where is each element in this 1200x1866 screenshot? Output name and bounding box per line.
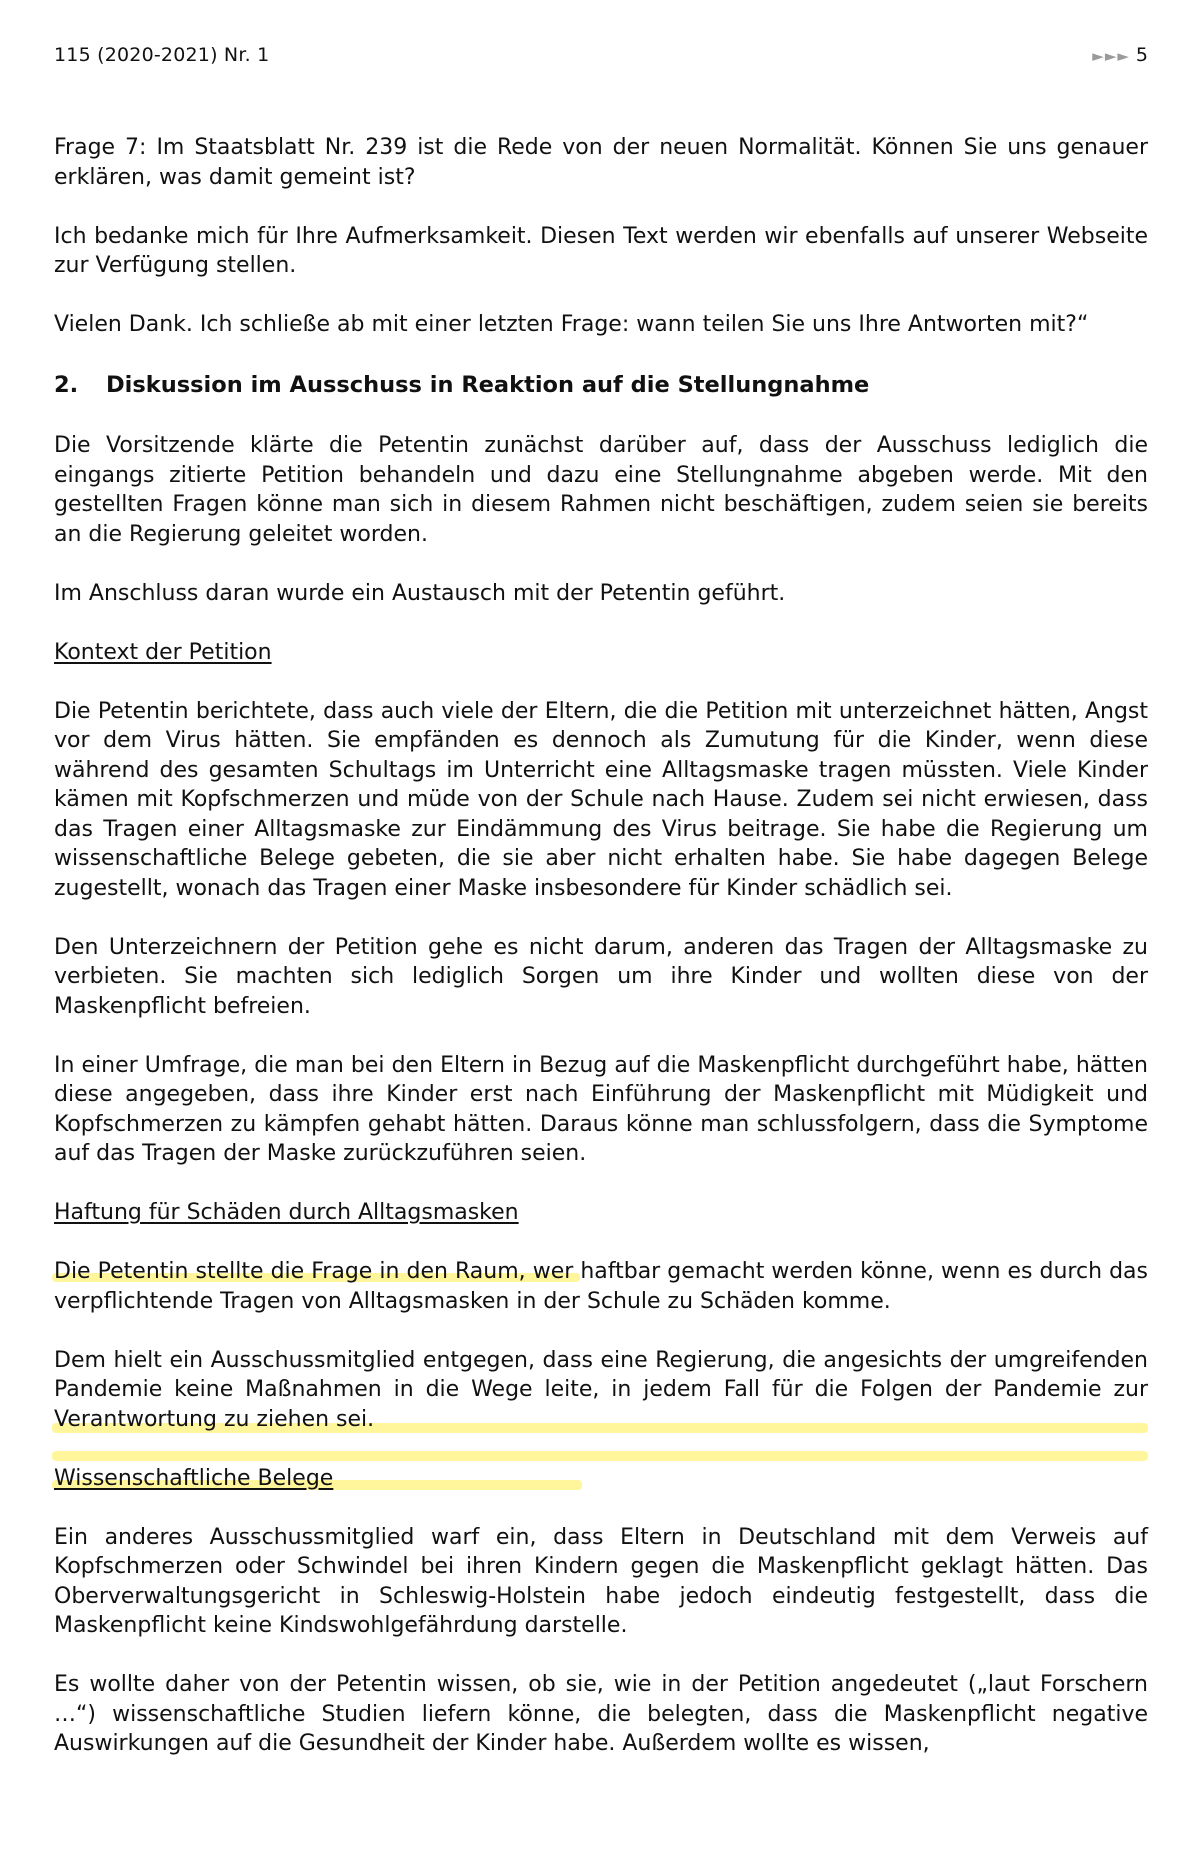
paragraph-evidence-2: Es wollte daher von der Petentin wissen, ob sie, wie in der Petition angedeutet („laut Forschern …“) wissenschaftliche Studien liefern könne, die belegten, dass die Maskenpflicht negative Auswirkungen auf die Gesundheit der Kinder habe. Außerdem wollte es wissen, xyxy=(54,1672,1148,1756)
paragraph-exchange: Im Anschluss daran wurde ein Austausch mit der Petentin geführt. xyxy=(54,580,786,606)
document-body xyxy=(54,133,1148,1759)
section-heading xyxy=(54,371,1148,401)
paragraph-thanks: Ich bedanke mich für Ihre Aufmerksamkeit. Diesen Text werden wir ebenfalls auf unserer Webseite zur Verfügung stellen. xyxy=(54,223,1148,278)
paragraph-context-1: Die Petentin berichtete, dass auch viele der Eltern, die die Petition mit unterzeichnet hätten, Angst vor dem Virus hätten. Sie empfänden es dennoch als Zumutung für die Kinder, wenn diese während des gesamten Schultags im Unterricht eine Alltagsmaske tragen müssten. Viele Kinder kämen mit Kopfschmerzen und müde von der Schule nach Hause. Zudem sei nicht erwiesen, dass das Tragen einer Alltagsmaske zur Eindämmung des Virus beitrage. Sie habe die Regierung um wissenschaftliche Belege gebeten, die sie aber nicht erhalten habe. Sie habe dagegen Belege zugestellt, wonach das Tragen einer Maske insbesondere für Kinder schädlich sei. xyxy=(54,698,1148,901)
page-arrows-icon: ►►► xyxy=(1092,47,1130,65)
page-number: 5 xyxy=(1135,44,1148,66)
paragraph-liability-2: Dem hielt ein Ausschussmitglied entgegen, dass eine Regierung, die angesichts der umgreifenden Pandemie keine Maßnahmen in die Wege leite, in jedem Fall für die Folgen der Pandemie zur Verantwortung zu ziehen sei. xyxy=(54,1347,1148,1432)
subheading-evidence: Wissenschaftliche Belege xyxy=(54,1465,334,1491)
document-reference: 115 (2020-2021) Nr. 1 xyxy=(54,44,270,66)
paragraph-last-question: Vielen Dank. Ich schließe ab mit einer letzten Frage: wann teilen Sie uns Ihre Antworten mit?“ xyxy=(54,312,1089,337)
paragraph-chair: Die Vorsitzende klärte die Petentin zunächst darüber auf, dass der Ausschuss lediglich die eingangs zitierte Petition behandeln und dazu eine Stellungnahme abgeben werde. Mit den gestellten Fragen könne man sich in diesem Rahmen nicht beschäftigen, zudem seien sie bereits an die Regierung geleitet worden. xyxy=(54,433,1148,547)
paragraph-liability-1: Die Petentin stellte die Frage in den Raum, wer haftbar gemacht werden könne, wenn es durch das verpflichtende Tragen von Alltagsmasken in der Schule zu Schäden komme. xyxy=(54,1259,1148,1314)
paragraph-evidence-1: Ein anderes Ausschussmitglied warf ein, dass Eltern in Deutschland mit dem Verweis auf Kopfschmerzen oder Schwindel bei ihren Kindern gegen die Maskenpflicht geklagt hätten. Das Oberverwaltungsgericht in Schleswig-Holstein habe jedoch eindeutig festgestellt, dass die Maskenpflicht keine Kindswohlgefährdung darstelle. xyxy=(54,1524,1148,1638)
paragraph-context-3: In einer Umfrage, die man bei den Eltern in Bezug auf die Maskenpflicht durchgeführt habe, hätten diese angegeben, dass ihre Kinder erst nach Einführung der Maskenpflicht mit Müdigkeit und Kopfschmerzen zu kämpfen gehabt hätten. Daraus könne man schlussfolgern, dass die Symptome auf das Tragen der Maske zurückzuführen seien. xyxy=(54,1052,1148,1166)
subheading-context: Kontext der Petition xyxy=(54,639,272,665)
paragraph-context-2: Den Unterzeichnern der Petition gehe es nicht darum, anderen das Tragen der Alltagsmaske zu verbieten. Sie machten sich lediglich Sorgen um ihre Kinder und wollten diese von der Maskenpflicht befreien. xyxy=(54,934,1148,1019)
section-title: Diskussion im Ausschuss in Reaktion auf die Stellungnahme xyxy=(106,371,870,398)
subheading-liability: Haftung für Schäden durch Alltagsmasken xyxy=(54,1200,519,1225)
paragraph-question-7: Frage 7: Im Staatsblatt Nr. 239 ist die Rede von der neuen Normalität. Können Sie uns genauer erklären, was damit gemeint ist? xyxy=(54,135,1148,190)
section-number: 2. xyxy=(54,371,79,398)
page-indicator xyxy=(1092,44,1148,66)
